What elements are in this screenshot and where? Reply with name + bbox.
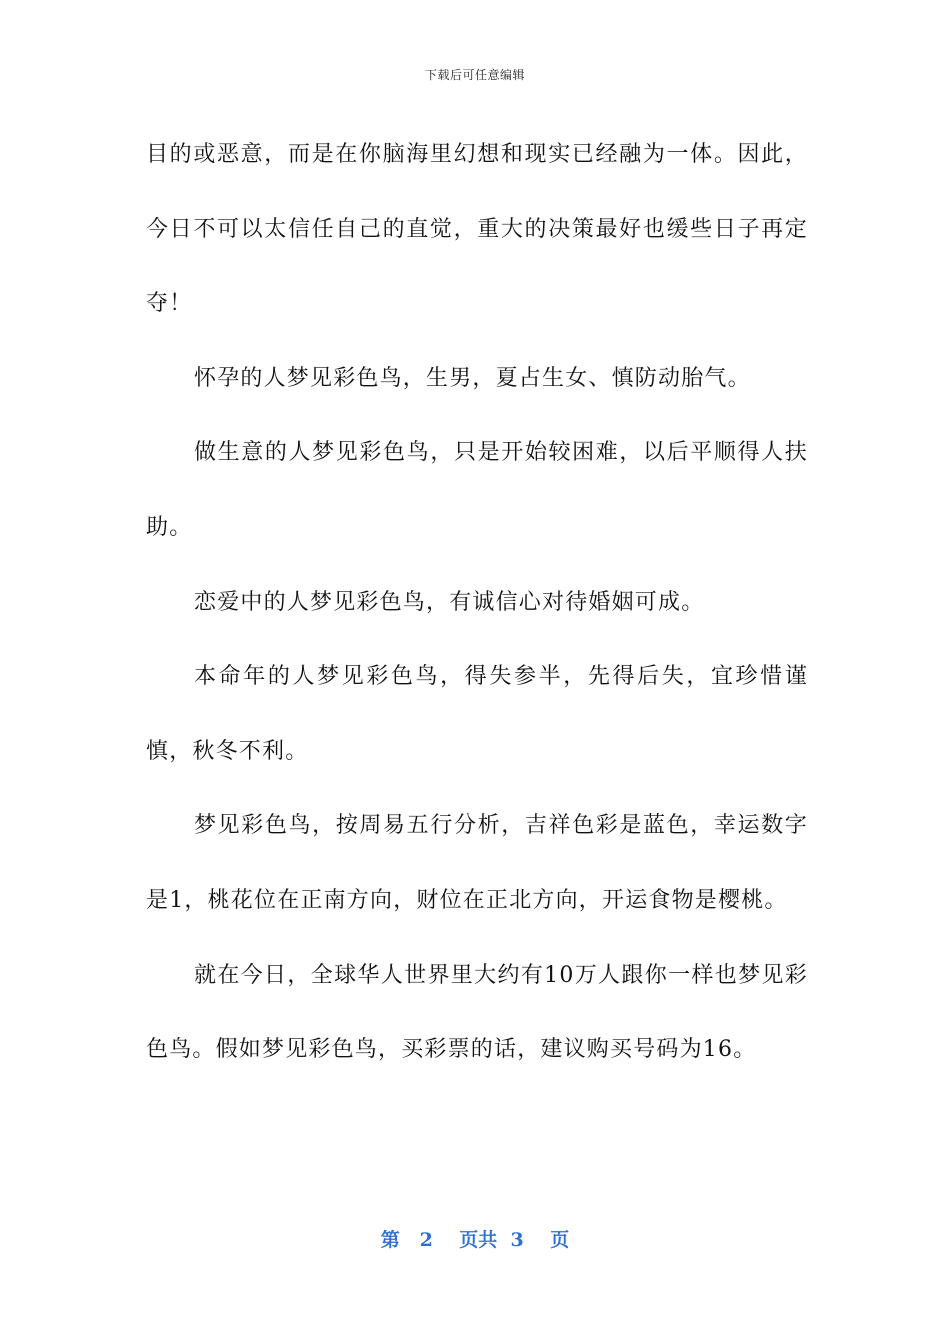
paragraph: 目的或恶意，而是在你脑海里幻想和现实已经融为一体。因此，今日不可以太信任自己的直觉，重大的决策最好也缓些日子再定夺！ xyxy=(146,142,808,317)
footer-prefix: 第 xyxy=(380,1229,400,1251)
footer-middle: 页共 xyxy=(459,1229,498,1251)
total-pages-number: 3 xyxy=(510,1229,524,1251)
header-note: 下载后可任意编辑 xyxy=(424,68,525,82)
paragraph: 就在今日，全球华人世界里大约有10万人跟你一样也梦见彩色鸟。假如梦见彩色鸟，买彩票的话，建议购买号码为16。 xyxy=(146,962,808,1063)
paragraph: 梦见彩色鸟，按周易五行分析，吉祥色彩是蓝色，幸运数字是1，桃花位在正南方向，财位在正北方向，开运食物是樱桃。 xyxy=(146,813,808,913)
page-number-footer xyxy=(0,1225,950,1252)
paragraph: 怀孕的人梦见彩色鸟，生男，夏占生女、慎防动胎气。 xyxy=(194,365,751,391)
paragraph: 做生意的人梦见彩色鸟，只是开始较困难，以后平顺得人扶助。 xyxy=(146,440,808,540)
footer-suffix: 页 xyxy=(550,1229,570,1251)
current-page-number: 2 xyxy=(419,1229,433,1251)
document-body xyxy=(146,118,808,1088)
paragraph: 本命年的人梦见彩色鸟，得失参半，先得后失，宜珍惜谨慎，秋冬不利。 xyxy=(146,664,808,764)
paragraph: 恋爱中的人梦见彩色鸟，有诚信心对待婚姻可成。 xyxy=(194,589,705,615)
